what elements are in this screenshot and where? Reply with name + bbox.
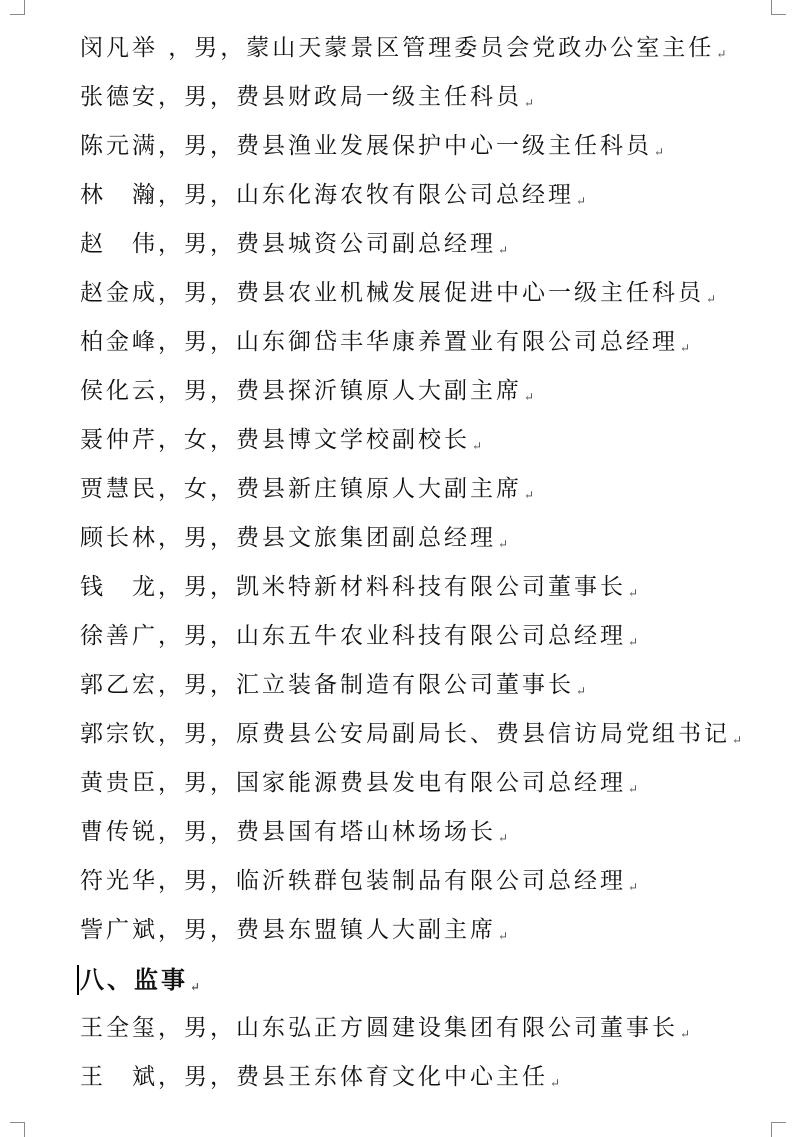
- paragraph-mark-icon: ↵: [628, 880, 639, 894]
- list-item: 曹传锐，男，费县国有塔山林场场长 ↵: [80, 808, 780, 857]
- paragraph-mark-icon: ↵: [628, 782, 639, 796]
- list-item: 王 斌，男，费县王东体育文化中心主任 ↵: [80, 1053, 780, 1102]
- list-item: 柏金峰，男，山东御岱丰华康养置业有限公司总经理 ↵: [80, 318, 780, 367]
- list-item: 林 瀚，男，山东化海农牧有限公司总经理 ↵: [80, 171, 780, 220]
- crop-mark-bottom-right: [771, 1122, 786, 1137]
- paragraph-mark-icon: ↵: [732, 733, 743, 747]
- list-item: 贾慧民，女，费县新庄镇原人大副主席 ↵: [80, 465, 780, 514]
- list-item: 张德安，男，费县财政局一级主任科员 ↵: [80, 73, 780, 122]
- document-body[interactable]: [80, 24, 780, 1102]
- paragraph-mark-icon: ↵: [706, 292, 717, 306]
- paragraph-mark-icon: ↵: [716, 47, 727, 61]
- crop-mark-top-left: [10, 0, 25, 15]
- paragraph-mark-icon: ↵: [524, 96, 535, 110]
- paragraph-mark-icon: ↵: [550, 1076, 561, 1090]
- paragraph-mark-icon: ↵: [524, 390, 535, 404]
- list-item: 顾长林，男，费县文旅集团副总经理 ↵: [80, 514, 780, 563]
- paragraph-mark-icon: ↵: [524, 488, 535, 502]
- paragraph-mark-icon: ↵: [498, 929, 509, 943]
- list-item: 赵金成，男，费县农业机械发展促进中心一级主任科员 ↵: [80, 269, 780, 318]
- list-item: 闵凡举 ，男，蒙山天蒙景区管理委员会党政办公室主任 ↵: [80, 24, 780, 73]
- paragraph-mark-icon: ↵: [628, 635, 639, 649]
- paragraph-mark-icon: ↵: [190, 980, 201, 994]
- list-item: 徐善广，男，山东五牛农业科技有限公司总经理 ↵: [80, 612, 780, 661]
- list-item: 陈元满，男，费县渔业发展保护中心一级主任科员 ↵: [80, 122, 780, 171]
- list-item: 钱 龙，男，凯米特新材料科技有限公司董事长 ↵: [80, 563, 780, 612]
- paragraph-mark-icon: ↵: [498, 243, 509, 257]
- text-cursor: [77, 965, 79, 995]
- list-item: 赵 伟，男，费县城资公司副总经理 ↵: [80, 220, 780, 269]
- list-item: 王全玺，男，山东弘正方圆建设集团有限公司董事长 ↵: [80, 1004, 780, 1053]
- paragraph-mark-icon: ↵: [654, 145, 665, 159]
- crop-mark-bottom-left: [10, 1122, 25, 1137]
- paragraph-mark-icon: ↵: [472, 439, 483, 453]
- list-item: 黄贵臣，男，国家能源费县发电有限公司总经理 ↵: [80, 759, 780, 808]
- list-item: 郭宗钦，男，原费县公安局副局长、费县信访局党组书记 ↵: [80, 710, 780, 759]
- paragraph-mark-icon: ↵: [628, 586, 639, 600]
- paragraph-mark-icon: ↵: [680, 1027, 691, 1041]
- paragraph-mark-icon: ↵: [576, 684, 587, 698]
- paragraph-mark-icon: ↵: [576, 194, 587, 208]
- list-item: 符光华，男，临沂轶群包装制品有限公司总经理 ↵: [80, 857, 780, 906]
- list-item: 訾广斌，男，费县东盟镇人大副主席 ↵: [80, 906, 780, 955]
- crop-mark-top-right: [771, 0, 786, 15]
- paragraph-mark-icon: ↵: [680, 341, 691, 355]
- list-item: 聂仲芹，女，费县博文学校副校长 ↵: [80, 416, 780, 465]
- paragraph-mark-icon: ↵: [498, 537, 509, 551]
- list-item: 郭乙宏，男，汇立装备制造有限公司董事长 ↵: [80, 661, 780, 710]
- paragraph-mark-icon: ↵: [498, 831, 509, 845]
- list-item: 侯化云，男，费县探沂镇原人大副主席 ↵: [80, 367, 780, 416]
- section-heading: 八、监事 ↵: [80, 955, 780, 1004]
